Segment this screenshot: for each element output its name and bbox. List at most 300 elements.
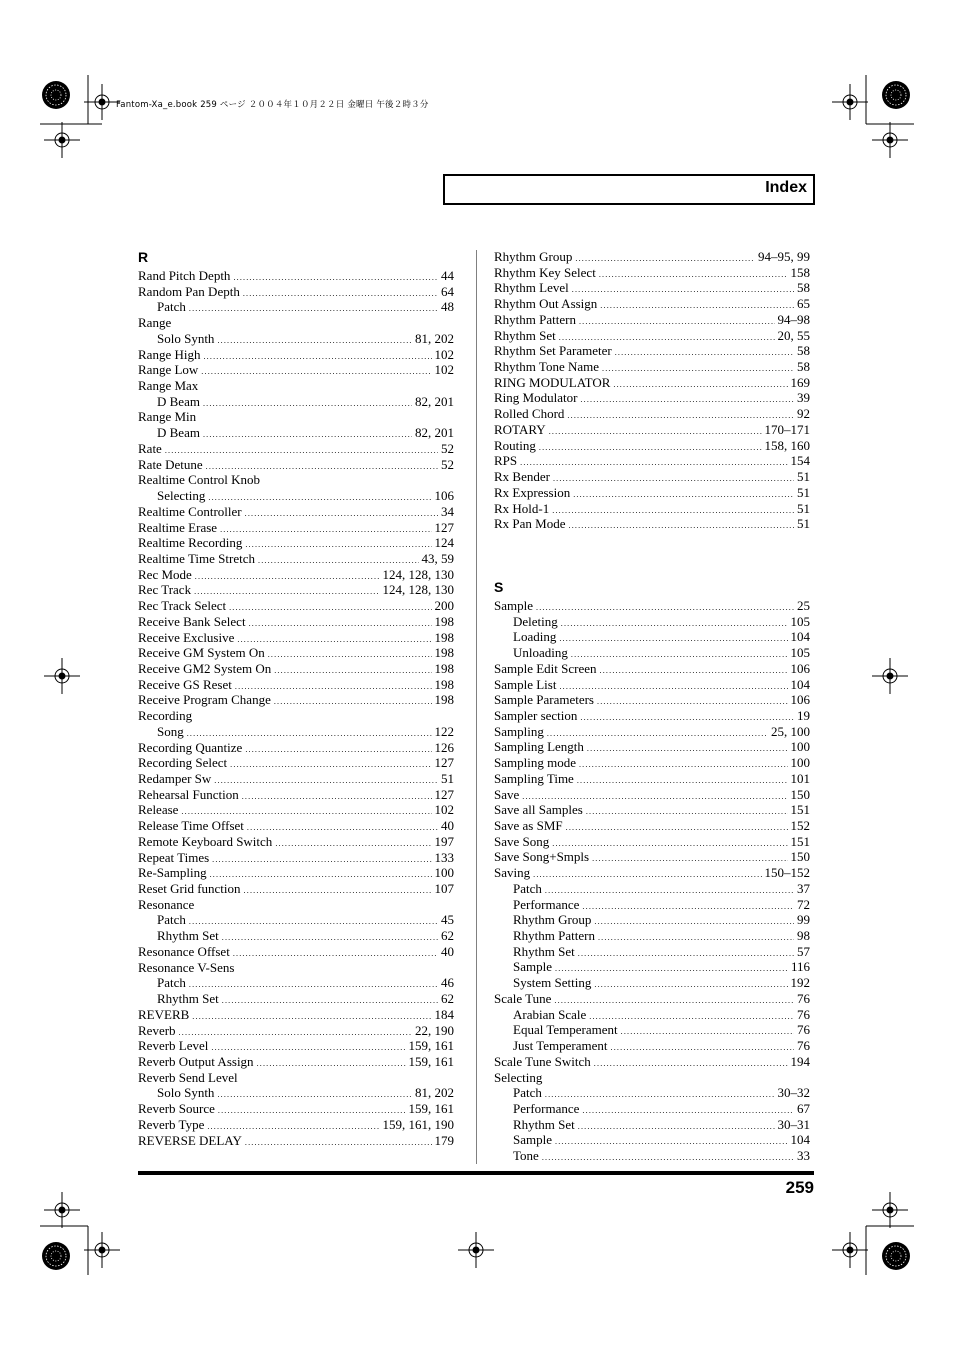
entry-pages: 39 — [797, 390, 810, 406]
entry-label: Realtime Erase — [138, 519, 218, 535]
entry-label: Rhythm Set — [494, 327, 556, 343]
index-entry — [494, 516, 810, 532]
entry-pages: 22, 190 — [415, 1022, 454, 1038]
entry-pages: 104 — [790, 629, 810, 645]
dot-leader — [275, 836, 431, 852]
index-entry — [494, 771, 810, 787]
dot-leader — [237, 632, 431, 648]
index-entry — [138, 897, 454, 913]
entry-pages: 154 — [790, 453, 810, 469]
index-subentry — [138, 488, 454, 504]
index-entry — [138, 708, 454, 724]
index-entry — [494, 249, 810, 265]
entry-pages: 106 — [790, 660, 810, 676]
index-entry — [138, 787, 454, 803]
entry-label: Rhythm Tone Name — [494, 359, 600, 375]
entry-label: Range — [138, 315, 172, 331]
index-subentry — [494, 881, 810, 897]
dot-leader — [600, 298, 794, 314]
entry-pages: 106 — [790, 692, 810, 708]
registration-mark — [832, 84, 868, 120]
index-entry — [494, 787, 810, 803]
entry-pages: 198 — [434, 645, 454, 661]
entry-pages: 197 — [434, 833, 454, 849]
entry-pages: 94–95, 99 — [758, 249, 810, 264]
index-subentry — [138, 975, 454, 991]
entry-pages: 51 — [441, 771, 454, 786]
index-entry — [138, 598, 454, 614]
entry-label: Deleting — [513, 613, 558, 629]
footer-rule — [138, 1171, 814, 1175]
dot-leader — [257, 1056, 406, 1072]
entry-label: Reverb Output Assign — [138, 1053, 254, 1069]
entry-pages: 159, 161 — [408, 1101, 454, 1117]
index-entry — [494, 865, 810, 881]
dot-leader — [600, 663, 788, 679]
dot-leader — [573, 487, 794, 503]
dot-leader — [203, 349, 431, 365]
dot-leader — [575, 251, 755, 267]
index-entry — [138, 378, 454, 394]
entry-label: Solo Synth — [157, 330, 215, 346]
entry-pages: 99 — [797, 912, 810, 928]
index-entry — [138, 315, 454, 331]
entry-pages: 152 — [790, 818, 810, 833]
entry-pages: 169 — [790, 374, 810, 390]
index-entry — [138, 504, 454, 520]
entry-pages: 159, 161, 190 — [382, 1116, 454, 1132]
dot-leader — [545, 883, 794, 899]
entry-pages: 92 — [797, 406, 810, 422]
entry-label: Sampling Length — [494, 739, 584, 755]
dot-leader — [555, 1134, 788, 1150]
entry-pages: 81, 202 — [415, 1085, 454, 1101]
dot-leader — [582, 1103, 794, 1119]
entry-label: Rhythm Set — [513, 1116, 575, 1132]
dot-leader — [189, 914, 438, 930]
index-entry — [138, 881, 454, 897]
dot-leader — [549, 424, 762, 440]
dot-leader — [578, 946, 794, 962]
entry-label: RPS — [494, 453, 518, 469]
entry-label: Sample — [494, 597, 533, 613]
dot-leader — [579, 757, 788, 773]
entry-label: Rx Bender — [494, 469, 550, 485]
entry-pages: 48 — [441, 299, 454, 315]
index-entry — [138, 520, 454, 536]
entry-label: Rhythm Set Parameter — [494, 343, 612, 359]
index-column-left — [138, 249, 454, 1148]
entry-pages: 52 — [441, 440, 454, 456]
entry-label: Rx Pan Mode — [494, 516, 566, 532]
entry-label: Release Time Offset — [138, 818, 244, 834]
index-entry — [138, 771, 454, 787]
entry-label: Sampling mode — [494, 755, 576, 771]
dot-leader — [212, 852, 431, 868]
dot-leader — [230, 757, 431, 773]
index-entry — [138, 347, 454, 363]
entry-label: Sample — [513, 1132, 552, 1148]
entry-label: Patch — [157, 299, 186, 315]
index-entry — [494, 598, 810, 614]
entry-label: Rhythm Set — [157, 991, 219, 1007]
entry-pages: 100 — [434, 865, 454, 881]
entry-label: Rec Track Select — [138, 598, 227, 614]
entry-pages: 40 — [441, 818, 454, 834]
index-subentry — [494, 1132, 810, 1148]
entry-label: Equal Temperament — [513, 1022, 618, 1038]
page-number: 259 — [785, 1178, 814, 1197]
entry-label: RING MODULATOR — [494, 374, 611, 390]
dot-leader — [554, 993, 794, 1009]
entry-label: Just Temperament — [513, 1038, 608, 1054]
entry-label: D Beam — [157, 393, 200, 409]
index-entry — [138, 441, 454, 457]
entry-pages: 198 — [434, 660, 454, 676]
entry-label: Rx Expression — [494, 484, 571, 500]
index-entry — [138, 630, 454, 646]
entry-pages: 64 — [441, 283, 454, 299]
entry-pages: 57 — [797, 943, 810, 959]
registration-mark — [832, 1232, 868, 1268]
registration-mark — [872, 658, 908, 694]
entry-label: Resonance — [138, 896, 195, 912]
dot-leader — [594, 914, 794, 930]
dot-leader — [586, 804, 788, 820]
index-entry — [138, 677, 454, 693]
entry-label: Resonance Offset — [138, 943, 230, 959]
entry-label: Rhythm Pattern — [494, 311, 576, 327]
index-entry — [494, 501, 810, 517]
entry-label: Sampling Time — [494, 770, 574, 786]
dot-leader — [201, 364, 431, 380]
entry-pages: 126 — [434, 739, 454, 755]
dot-leader — [580, 710, 794, 726]
dot-leader — [561, 616, 788, 632]
index-subentry — [494, 1101, 810, 1117]
index-entry — [494, 834, 810, 850]
entry-pages: 198 — [434, 676, 454, 692]
index-entry — [494, 677, 810, 693]
dot-leader — [597, 694, 788, 710]
index-entry — [138, 692, 454, 708]
entry-pages: 101 — [790, 770, 810, 786]
entry-pages: 30–31 — [777, 1116, 810, 1132]
index-entry-list — [494, 598, 810, 1164]
entry-pages: 150 — [790, 849, 810, 865]
entry-pages: 106 — [434, 488, 454, 504]
entry-pages: 198 — [434, 629, 454, 645]
entry-pages: 105 — [790, 613, 810, 629]
entry-label: Patch — [157, 975, 186, 991]
index-entry — [138, 661, 454, 677]
index-entry — [138, 567, 454, 583]
dot-leader — [582, 899, 794, 915]
entry-label: Receive Bank Select — [138, 613, 246, 629]
entry-pages: 200 — [434, 598, 454, 614]
entry-pages: 158 — [790, 264, 810, 280]
index-entry — [494, 265, 810, 281]
dot-leader — [195, 569, 380, 585]
entry-label: D Beam — [157, 425, 200, 441]
entry-label: Performance — [513, 896, 580, 912]
entry-pages: 52 — [441, 456, 454, 472]
dot-leader — [249, 616, 432, 632]
registration-mark — [872, 1192, 908, 1228]
index-entry — [494, 692, 810, 708]
index-entry — [494, 485, 810, 501]
section-title: Index — [765, 179, 807, 196]
dot-leader — [245, 537, 431, 553]
entry-label: Receive Program Change — [138, 692, 271, 708]
dot-leader — [203, 427, 412, 443]
index-entry — [494, 390, 810, 406]
entry-label: Reverb Send Level — [138, 1069, 238, 1085]
entry-pages: 179 — [434, 1132, 454, 1148]
entry-label: Reset Grid function — [138, 881, 241, 897]
index-subentry — [494, 1007, 810, 1023]
index-entry — [494, 343, 810, 359]
entry-pages: 76 — [797, 1038, 810, 1054]
entry-pages: 25 — [797, 597, 810, 613]
dot-leader — [243, 286, 438, 302]
dot-leader — [539, 440, 762, 456]
index-subentry — [138, 331, 454, 347]
entry-pages: 62 — [441, 928, 454, 944]
entry-pages: 184 — [434, 1006, 454, 1022]
entry-label: Random Pan Depth — [138, 283, 240, 299]
index-entry — [494, 438, 810, 454]
index-entry — [494, 375, 810, 391]
index-entry — [494, 422, 810, 438]
entry-label: Reverb Source — [138, 1101, 215, 1117]
index-entry — [138, 645, 454, 661]
index-entry — [138, 834, 454, 850]
dot-leader — [594, 977, 787, 993]
entry-label: Unloading — [513, 645, 568, 661]
index-subentry — [494, 1117, 810, 1133]
entry-label: Recording Select — [138, 755, 228, 771]
entry-label: Rate Detune — [138, 456, 203, 472]
sunburst-mark — [42, 1242, 70, 1270]
dot-leader — [520, 455, 787, 471]
entry-label: Rate — [138, 440, 162, 456]
entry-label: Rhythm Key Select — [494, 264, 596, 280]
index-entry — [494, 708, 810, 724]
entry-label: ROTARY — [494, 421, 546, 437]
index-entry — [494, 296, 810, 312]
index-entry — [138, 1054, 454, 1070]
index-entry — [494, 661, 810, 677]
entry-pages: 30–32 — [777, 1085, 810, 1101]
index-subentry — [138, 1085, 454, 1101]
entry-label: Rhythm Set — [157, 928, 219, 944]
entry-label: Realtime Time Stretch — [138, 550, 255, 566]
dot-leader — [268, 647, 432, 663]
entry-pages: 76 — [797, 1022, 810, 1038]
dot-leader — [220, 522, 431, 538]
index-entry — [494, 1054, 810, 1070]
dot-leader — [552, 503, 794, 519]
entry-label: Rand Pitch Depth — [138, 268, 231, 283]
entry-label: Arabian Scale — [513, 1006, 587, 1022]
index-entry — [138, 818, 454, 834]
entry-label: Realtime Controller — [138, 503, 242, 519]
entry-label: Selecting — [494, 1069, 543, 1085]
dot-leader — [203, 396, 412, 412]
dot-leader — [245, 1135, 432, 1151]
dot-leader — [567, 408, 794, 424]
index-entry — [494, 724, 810, 740]
index-entry — [494, 802, 810, 818]
dot-leader — [566, 820, 788, 836]
index-entry — [138, 1101, 454, 1117]
entry-label: Reverb — [138, 1022, 176, 1038]
index-entry — [138, 582, 454, 598]
dot-leader — [189, 301, 438, 317]
registration-mark — [84, 1232, 120, 1268]
entry-label: Rhythm Set — [513, 943, 575, 959]
dot-leader — [602, 361, 794, 377]
dot-leader — [222, 930, 438, 946]
entry-pages: 37 — [797, 880, 810, 896]
index-entry — [138, 1007, 454, 1023]
entry-pages: 124, 128, 130 — [382, 582, 454, 598]
registration-mark — [84, 84, 120, 120]
entry-label: Performance — [513, 1100, 580, 1116]
entry-pages: 124 — [434, 535, 454, 551]
dot-leader — [222, 993, 438, 1009]
index-entry — [138, 960, 454, 976]
entry-pages: 107 — [434, 881, 454, 897]
entry-pages: 122 — [434, 723, 454, 739]
entry-label: Rhythm Pattern — [513, 928, 595, 944]
entry-label: Range High — [138, 346, 201, 362]
dot-leader — [214, 773, 438, 789]
index-entry — [138, 284, 454, 300]
dot-leader — [536, 600, 794, 616]
entry-label: Patch — [513, 880, 542, 896]
registration-mark — [872, 122, 908, 158]
entry-pages: 100 — [790, 739, 810, 755]
index-entry — [138, 614, 454, 630]
entry-label: Range Max — [138, 378, 199, 394]
sunburst-mark — [42, 81, 70, 109]
registration-mark — [44, 1192, 80, 1228]
entry-label: Save — [494, 786, 520, 802]
entry-label: Rhythm Group — [494, 249, 573, 264]
dot-leader — [598, 930, 794, 946]
entry-label: System Setting — [513, 975, 592, 991]
entry-pages: 72 — [797, 896, 810, 912]
index-entry — [138, 1023, 454, 1039]
index-entry — [494, 739, 810, 755]
entry-pages: 104 — [790, 1132, 810, 1148]
entry-pages: 151 — [790, 833, 810, 849]
entry-pages: 51 — [797, 484, 810, 500]
entry-label: Realtime Control Knob — [138, 472, 261, 488]
entry-pages: 20, 55 — [777, 327, 810, 343]
index-entry — [494, 312, 810, 328]
entry-label: Loading — [513, 629, 557, 645]
entry-pages: 104 — [790, 676, 810, 692]
index-letter-heading: S — [494, 578, 504, 595]
dot-leader — [179, 1025, 412, 1041]
entry-label: Save as SMF — [494, 818, 563, 833]
entry-pages: 127 — [434, 519, 454, 535]
index-subentry — [494, 912, 810, 928]
dot-leader — [559, 631, 787, 647]
entry-label: Solo Synth — [157, 1085, 215, 1101]
entry-label: Scale Tune Switch — [494, 1053, 591, 1069]
index-entry — [494, 359, 810, 375]
dot-leader — [579, 314, 775, 330]
index-entry — [138, 457, 454, 473]
entry-pages: 127 — [434, 755, 454, 771]
dot-leader — [245, 742, 431, 758]
dot-leader — [553, 471, 794, 487]
index-entry-list — [494, 249, 810, 532]
index-entry — [138, 755, 454, 771]
index-entry-list — [138, 268, 454, 1148]
entry-label: Sample Parameters — [494, 692, 594, 708]
index-subentry — [138, 912, 454, 928]
entry-label: REVERB — [138, 1006, 190, 1022]
entry-pages: 82, 201 — [415, 393, 454, 409]
entry-label: Ring Modulator — [494, 390, 578, 406]
entry-pages: 198 — [434, 692, 454, 708]
entry-label: Sampler section — [494, 707, 578, 723]
entry-label: Reverb Type — [138, 1116, 205, 1132]
entry-label: Re-Sampling — [138, 865, 207, 881]
index-subentry — [138, 394, 454, 410]
entry-pages: 133 — [434, 849, 454, 865]
entry-pages: 151 — [790, 802, 810, 818]
entry-label: Rec Mode — [138, 566, 192, 582]
entry-pages: 150 — [790, 786, 810, 802]
index-subentry — [494, 614, 810, 630]
entry-pages: 150–152 — [764, 865, 810, 881]
entry-label: Rehearsal Function — [138, 786, 239, 802]
entry-pages: 82, 201 — [415, 425, 454, 441]
entry-label: Rhythm Out Assign — [494, 296, 598, 312]
dot-leader — [578, 1119, 775, 1135]
entry-pages: 124, 128, 130 — [382, 566, 454, 582]
entry-pages: 98 — [797, 928, 810, 944]
dot-leader — [247, 820, 438, 836]
sunburst-mark — [882, 81, 910, 109]
index-entry — [138, 1070, 454, 1086]
dot-leader — [571, 647, 788, 663]
entry-pages: 40 — [441, 943, 454, 959]
dot-leader — [594, 1056, 788, 1072]
entry-pages: 76 — [797, 990, 810, 1006]
dot-leader — [533, 867, 761, 883]
entry-pages: 45 — [441, 912, 454, 928]
dot-leader — [218, 1103, 406, 1119]
index-subentry — [138, 928, 454, 944]
entry-pages: 105 — [790, 645, 810, 661]
entry-label: Redamper Sw — [138, 771, 212, 786]
entry-label: Reverb Level — [138, 1038, 209, 1054]
index-subentry — [494, 928, 810, 944]
section-title-box — [443, 174, 815, 205]
entry-pages: 65 — [797, 296, 810, 312]
registration-mark — [44, 122, 80, 158]
index-subentry — [494, 629, 810, 645]
entry-label: Save Song — [494, 833, 550, 849]
index-entry — [494, 328, 810, 344]
